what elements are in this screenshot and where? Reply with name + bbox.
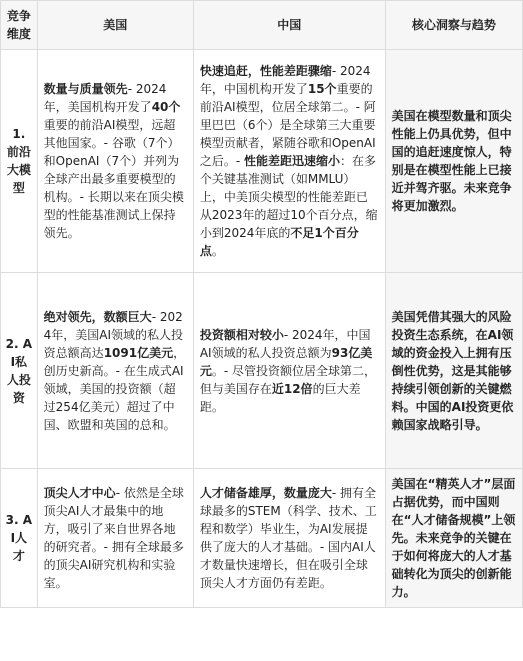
- usa-cell: [37, 50, 193, 273]
- dimension-cell: 1. 前沿大模型: [1, 50, 38, 273]
- usa-cell: [37, 273, 193, 469]
- usa-text: 重要的前沿AI模型，远超其他国家。- 谷歌（7个）和OpenAI（7个）并列为全球产出最多重要模型的机构。- 长期以来在顶尖模型的性能基准测试上保持领先。: [43, 118, 184, 240]
- usa-headline: 顶尖人才中心: [43, 486, 116, 500]
- insight-cell: 美国凭借其强大的风险投资生态系统，在AI领域的资金投入上拥有压倒性优势，这是其能够持续引领创新的关键燃料。中国的AI投资更依赖国家战略引导。: [385, 273, 522, 469]
- table-row: [1, 469, 523, 608]
- usa-text: - 2024年，美国AI领域的私人投资总额高达: [43, 309, 184, 360]
- china-text: 。- 尽管投资额位居全球第二，但与美国存在: [199, 363, 377, 396]
- china-text: 。: [211, 244, 224, 258]
- china-text: 的巨大差距。: [199, 381, 361, 414]
- china-highlight: 93亿美元: [199, 345, 373, 378]
- usa-text: ，创历史新高。- 在生成式AI领域，美国的投资额（超过254亿美元）超过了中国、欧盟和英国的总和。: [43, 345, 186, 432]
- insight-cell: 美国在模型数量和顶尖性能上仍具优势，但中国的追赶速度惊人，特别是在模型性能上已接近并驾齐驱。未来竞争将更加激烈。: [385, 50, 522, 273]
- header-china: 中国: [193, 1, 385, 50]
- header-insight: 核心洞察与趋势: [385, 1, 522, 50]
- dimension-cell: 3. AI人才: [1, 469, 38, 608]
- usa-headline: 绝对领先，数额巨大: [43, 309, 152, 324]
- china-highlight: 性能差距迅速缩小: [244, 154, 341, 168]
- china-headline: 人才储备雄厚，数量庞大: [199, 486, 332, 500]
- china-text: - 拥有全球最多的STEM（科学、技术、工程和数学）毕业生，为AI发展提供了庞大的人才基础。- 国内AI人才数量快速增长，但在吸引全球顶尖人才方面仍有差距。: [199, 486, 377, 590]
- header-usa: 美国: [37, 1, 193, 50]
- insight-cell: 美国在“精英人才”层面占据优势，而中国则在“人才储备规模”上领先。未来竞争的关键在于如何将庞大的人才基础转化为顶尖的创新能力。: [385, 469, 522, 608]
- china-cell: [193, 50, 385, 273]
- china-cell: [193, 273, 385, 469]
- china-text: 重要的前沿AI模型，位居全球第二。- 阿里巴巴（6个）是全球第三大重要模型贡献者，紧随谷歌和OpenAI之后。-: [199, 82, 376, 168]
- usa-text: - 2024年，美国机构开发了: [43, 82, 167, 114]
- usa-headline: 数量与质量领先: [43, 82, 128, 96]
- header-dimension: 竞争维度: [1, 1, 38, 50]
- usa-highlight: 1091亿美元: [103, 345, 174, 360]
- table-row: [1, 50, 523, 273]
- china-text: - 2024年，中国AI领域的私人投资总额为: [199, 327, 371, 360]
- china-headline: 投资额相对较小: [199, 327, 284, 342]
- china-cell: [193, 469, 385, 608]
- china-highlight: 不足1个百分点: [199, 226, 359, 258]
- table-row: [1, 273, 523, 469]
- china-highlight: 15个: [307, 82, 337, 96]
- china-headline: 快速追赶，性能差距骤缩: [199, 64, 332, 78]
- usa-cell: [37, 469, 193, 608]
- china-text: - 2024年，中国机构开发了: [199, 64, 371, 96]
- china-text: ：在多个关键基准测试（如MMLU）上，中美顶尖模型的性能差距已从2023年的超过10个百分点，缩小到2024年底的: [199, 154, 378, 240]
- china-highlight: 近12倍: [271, 381, 313, 396]
- usa-text: - 依然是全球顶尖AI人才最集中的地方，吸引了来自世界各地的研究者。- 拥有全球最多的顶尖AI研究机构和实验室。: [43, 486, 184, 590]
- table-header-row: [1, 1, 523, 50]
- usa-highlight: 40个: [151, 100, 181, 114]
- dimension-cell: 2. AI私人投资: [1, 273, 38, 469]
